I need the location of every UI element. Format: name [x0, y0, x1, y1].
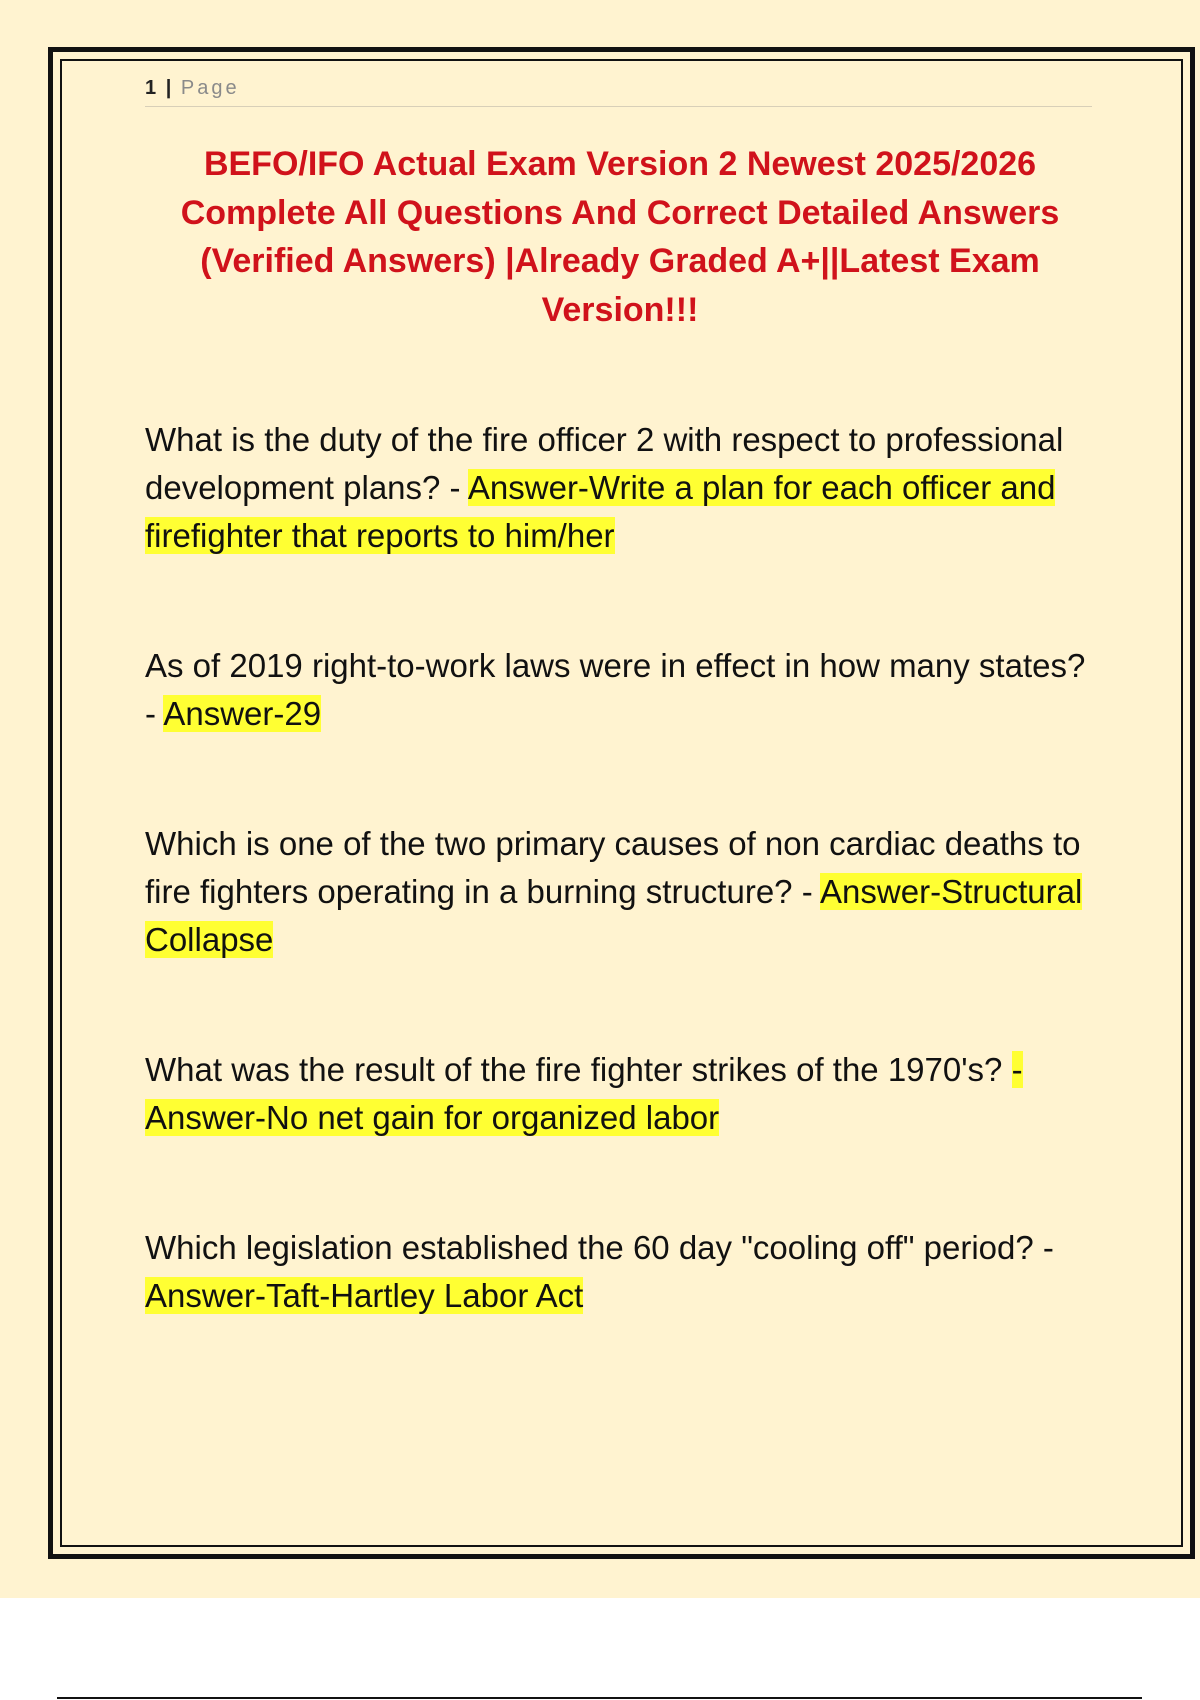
- qa-item-4: [145, 1046, 1095, 1142]
- question-text: What is the duty of the fire officer 2 with respect to professional development plans? -: [145, 421, 1064, 506]
- question-text: Which is one of the two primary causes of non cardiac deaths to fire fighters operating in a burning structure? -: [145, 825, 1081, 910]
- page-label: Page: [180, 77, 240, 99]
- question-text: Which legislation established the 60 day "cooling off" period? -: [145, 1229, 1054, 1266]
- question-text: As of 2019 right-to-work laws were in effect in how many states? -: [145, 647, 1086, 732]
- qa-item-1: [145, 416, 1095, 560]
- answer-text: Answer-29: [163, 695, 322, 732]
- question-text: What was the result of the fire fighter strikes of the 1970's?: [145, 1051, 1012, 1088]
- page-number: 1: [145, 77, 157, 99]
- qa-item-5: [145, 1224, 1095, 1320]
- answer-text: Answer-Write a plan for each officer and firefighter that reports to him/her: [145, 469, 1056, 554]
- answer-text: Answer-Taft-Hartley Labor Act: [145, 1277, 584, 1314]
- next-page-rule: [57, 1697, 1142, 1699]
- page-header: [145, 74, 1092, 107]
- answer-text: - Answer-No net gain for organized labor: [145, 1051, 1023, 1136]
- page-number-separator: |: [165, 77, 172, 99]
- qa-item-2: [145, 642, 1095, 738]
- answer-text: Answer-Structural Collapse: [145, 873, 1083, 958]
- document-title: BEFO/IFO Actual Exam Version 2 Newest 2025/2026 Complete All Questions And Correct Detailed Answers (Verified Answers) |Already Graded A+||Latest Exam Version!!!: [180, 145, 1060, 329]
- qa-item-3: [145, 820, 1095, 964]
